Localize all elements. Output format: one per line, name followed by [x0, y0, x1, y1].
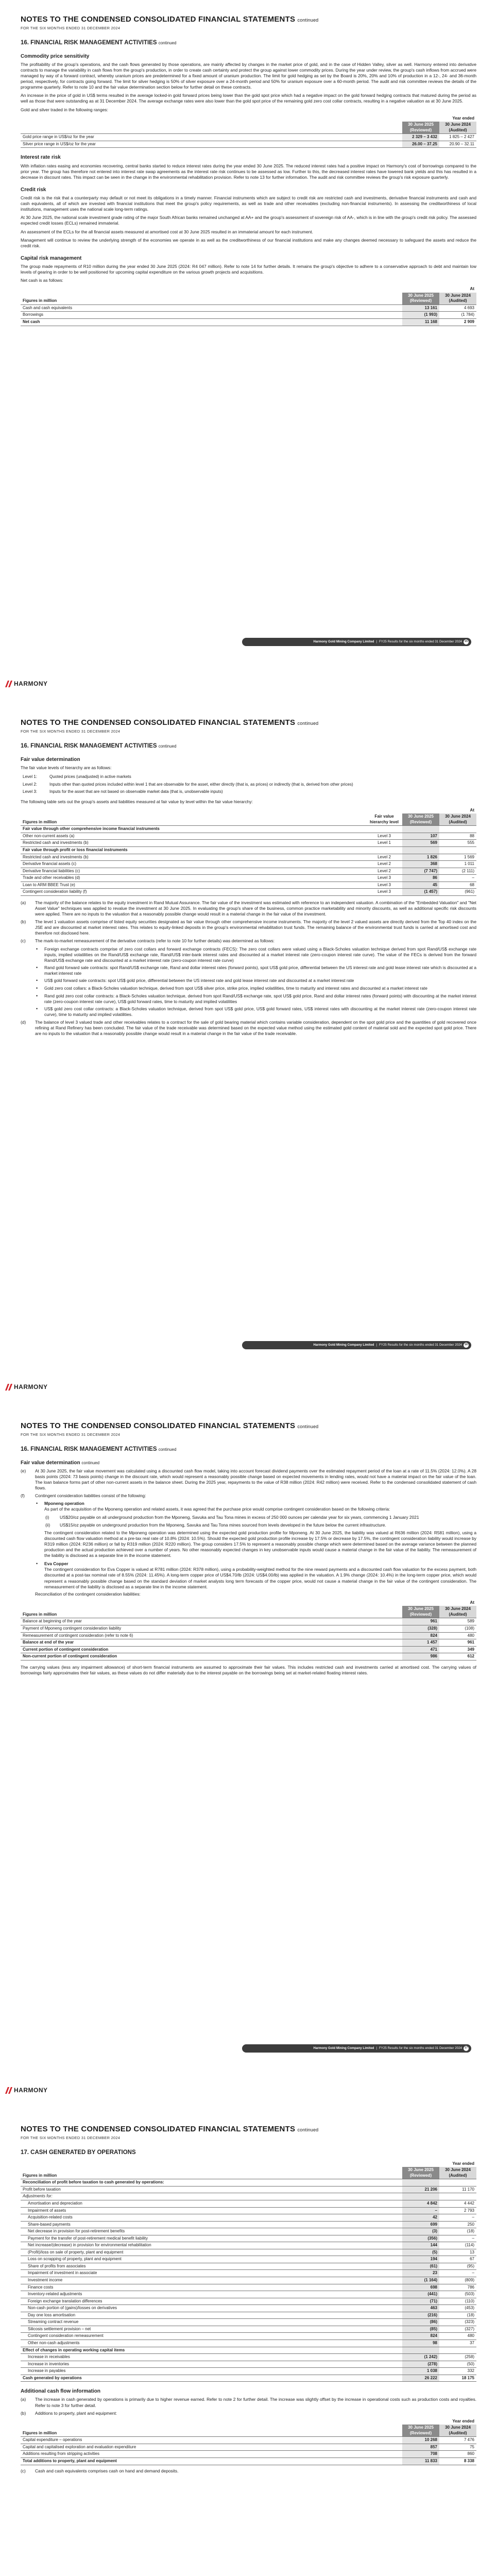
footnote-a: (a) The majority of the balance relates to the equity investment in Rand Mutual Assurance. The fair value of the investment was estimated with reference to an independent valuation. A combination of the "Embedded Valuation" and "Net Asset Value" techniques was applied to revalue the investment at 30 June 2025. In evaluating the group's share of the business, common practice marketability and minority discounts, as well as additional specific risk discounts were applied. There are no inputs to the valuation that a reasonably possible change would result in a material change in the fair value of the investment. — [21, 900, 476, 917]
subsection-fair-value: Fair value determination — [21, 756, 80, 762]
table-row: Day one loss amortisation (216) (18) — [21, 2312, 476, 2319]
cash-generated-rows — [21, 2186, 476, 2375]
harmony-logo-icon — [5, 1384, 12, 1391]
page-number: 16 — [464, 1343, 469, 1348]
list-item: • Rand gold forward sale contracts: spot Rand/US$ exchange rate, Rand and dollar interest rates (forward points), spot US$ gold price, differential between the US interest rate and gold lease interest rate which is discounted at a market interest rate — [36, 964, 476, 976]
list-item: • US$ gold zero cost collar contracts: a Black-Scholes valuation technique, derived from spot US$ gold price, US$ gold forward rates, US$ interest rates with discounting at the market interest rate (zero-coupon interest rate curve), time to maturity and implied volatilities. — [36, 1006, 476, 1018]
page-footer — [0, 2037, 497, 2110]
subsection-fair-value: Fair value determination continued — [21, 1460, 100, 1466]
page-number: 15 — [464, 639, 469, 645]
list-item: • Gold zero cost collars: a Black-Scholes valuation technique, derived from spot US$ silver price, strike price, implied volatilities, time to maturity and interest rates and discounted at a market interest rate — [36, 985, 427, 991]
table-row: Inventory-related adjustments (441) (503) — [21, 2291, 476, 2298]
footer-bar: Harmony Gold Mining Company Limited | FY25 Results for the six months ended 31 December 2024 15 — [242, 638, 471, 646]
paragraph: Management will continue to review the underlying strength of the economies we operate in as well as the creditworthiness of our financial institutions and make any changes deemed necessary to safeguard the assets and reduce the credit risk. — [21, 237, 476, 248]
footnote-a: (a) The increase in cash generated by operations is primarily due to higher revenue earned. Refer to note 2 for further detail. The increase was slightly offset by the increase in operational costs such as production costs and royalties. Refer to note 3 for further detail. — [21, 2397, 476, 2408]
table-row: Gold price range in US$/oz for the year 2 329 – 3 432 1 825 – 2 427 — [21, 134, 476, 141]
table-row: Payment for the transfer of post-retirement medical benefit liability (356) – — [21, 2235, 476, 2242]
table-row: Balance at beginning of the year 961 589 — [21, 1618, 476, 1625]
page-3 — [0, 1406, 497, 2110]
footer-bar: Harmony Gold Mining Company Limited | FY25 Results for the six months ended 31 December 2024 17 — [242, 2044, 471, 2053]
list-item: • Mponeng operation As part of the acquisition of the Mponeng operation and related assets, it was agreed that the purchase price would comprise contingent consideration based on the following criteria: — [36, 1501, 390, 1512]
table-row: Foreign exchange translation differences (71) (110) — [21, 2298, 476, 2305]
page-subtitle: FOR THE SIX MONTHS ENDED 31 DECEMBER 2024 — [21, 25, 121, 30]
harmony-logo-icon — [5, 681, 12, 687]
section-title: 16. FINANCIAL RISK MANAGEMENT ACTIVITIES continued — [21, 742, 177, 749]
list-item: • Rand gold zero cost collar contracts: a Black-Scholes valuation technique, derived from spot Rand/US$ exchange rate, spot US$ gold price, Rand and dollar interest rates (forward points) with discounting at the market interest rate (zero-coupon interest rate curve), US$ gold forward rates, time to maturity and implied volatilities — [36, 993, 476, 1004]
table-row: Adjustments for: — [21, 2193, 476, 2200]
table-row: Net decrease in provision for post-retirement benefits (3) (18) — [21, 2228, 476, 2235]
footnote-b: (b) Additions to property, plant and equipment: — [21, 2410, 117, 2416]
harmony-logo: HARMONY — [5, 680, 48, 688]
paragraph: Credit risk is the risk that a counterparty may default or not meet its obligations in a timely manner. Financial instruments which are subject to credit risk are restricted cash and investments, derivative financial instruments and cash and cash equivalents, all of which are invested with financial institutions that meet the group's policy requirements, as well as trade and other receivables (excluding non-financial instruments). In assessing the creditworthiness of local institutions, management uses the national scale long-term ratings. — [21, 195, 476, 212]
table-row: Remeasurement of contingent consideration (refer to note 6) 824 480 — [21, 1632, 476, 1639]
table-row: (Profit)/loss on sale of property, plant and equipment (5) 13 — [21, 2249, 476, 2256]
paragraph: An assessment of the ECLs for the all financial assets measured at amortised cost at 30 June 2025 resulted in an immaterial amount for each instrument. — [21, 229, 313, 234]
list-item: (i) US$20/oz payable on all underground production from the Mponeng, Savuka and Tau Tona mines in excess of 250 000 ounces per calendar year for six years, commencing 1 January 2021 — [45, 1514, 419, 1520]
subsection-credit: Credit risk — [21, 187, 46, 193]
table-row: Trade and other receivables (d) Level 3 86 – — [21, 875, 476, 882]
paragraph: The carrying values (less any impairment allowance) of short-term financial instruments are assumed to approximate their fair values. This includes restricted cash and investments carried at amortised cost. The carrying values of borrowings fairly approximates their fair values, as these values do not differ materially due to the interest payable on the borrowings being set at market-related floating interest rates. — [21, 1664, 476, 1675]
table-total-row: Cash generated by operations 26 222 18 175 — [21, 2375, 476, 2382]
paragraph: Net cash is as follows: — [21, 278, 63, 283]
paragraph: With inflation rates easing and economies recovering, central banks started to reduce interest rates during the year ended 30 June 2025. The reduced interest rates had a positive impact on Harmony's cost of borrowings compared to the prior year. The group has therefore not entered into interest rate swap agreements as the interest rate risk continues to be assessed as low. Further to this, the decreased interest rates have lowered bank yields and this has resulted in a decrease in discount rates. This impact can be seen in the change in the environmental rehabilitation provision. Refer to note 13 for further information. The audit and risk committee reviews the group's risk exposure quarterly. — [21, 163, 476, 180]
table-row: Impairment of investment in associate 23 – — [21, 2270, 476, 2277]
paragraph: Gold and silver traded in the following ranges: — [21, 107, 108, 112]
page-subtitle: FOR THE SIX MONTHS ENDED 31 DECEMBER 2024 — [21, 728, 121, 734]
list-item: Level 2: Inputs other than quoted prices included within level 1 that are observable for the asset, either directly (that is, as prices) or indirectly (that is, derived from other prices) — [23, 782, 353, 787]
harmony-logo-icon — [5, 2087, 12, 2094]
footnote-d: (d) The balance of level 3 valued trade and other receivables relates to a contract for the sale of gold bearing material which contains variable consideration, dependent on the spot gold price and the quantities of gold recovered once refining at Rand Refinery has been concluded. The fair value of the trade receivable was determined based on the expected value method using the estimated gold content of material sold and the expected spot gold price. There are no inputs to the valuation that a reasonably possible change would result in a material change in the fair value of the trade receivable. — [21, 1020, 476, 1037]
subsection-commodity: Commodity price sensitivity — [21, 53, 90, 59]
page-footer — [0, 631, 497, 703]
footnote-b: (b) The level 1 valuation assets comprise of listed equity securities designated as fair value through other comprehensive income instruments. The majority of the level 2 valued assets are directly derived from the Top 40 index on the JSE and are discounted at market interest rates. This relates to equity-linked deposits in the group's environmental rehabilitation trust funds. The remaining balance of the environmental trust funds is carried at amortised cost and therefore not disclosed here. — [21, 919, 476, 936]
paragraph: The fair value levels of hierarchy are as follows: — [21, 765, 112, 770]
table-row: Silicosis settlement provision – net (85) (327) — [21, 2326, 476, 2333]
harmony-logo: HARMONY — [5, 1383, 48, 1392]
table-row: Share of profits from associates (61) (95) — [21, 2263, 476, 2270]
table-row: Additions resulting from stripping activities 708 860 — [21, 2451, 476, 2458]
table-row: Increase in inventories (278) (50) — [21, 2361, 476, 2368]
harmony-logo: HARMONY — [5, 2087, 48, 2095]
table-row: Effect of changes in operating working capital items — [21, 2347, 476, 2354]
table-row: Derivative financial assets (c) Level 2 368 1 011 — [21, 861, 476, 868]
subsection-capital: Capital risk management — [21, 255, 82, 261]
table-total-row: Balance at end of the year 1 457 961 — [21, 1639, 476, 1647]
table-total-row: Total additions to property, plant and equipment 11 833 8 338 — [21, 2458, 476, 2465]
table-row: Capital and capitalised exploration and evaluation expenditure 857 75 — [21, 2444, 476, 2451]
gold-price-table: Year ended 30 June 2025 (Reviewed) 30 June 2024 (Audited) Gold price range in US$/oz for the year 2 329 – 3 432 1 825 – 2 427 Silver price range in US$/oz for the year 26.00 – 37.25 20.90 – 32.11 — [21, 115, 476, 148]
page-number: 17 — [464, 2046, 469, 2051]
list-item: Level 3: Inputs for the asset that are not based on observable market data (that is, unobservable inputs) — [23, 789, 223, 794]
table-row: Increase in payables 1 038 332 — [21, 2368, 476, 2375]
table-row: Non-current portion of contingent consideration 986 612 — [21, 1653, 476, 1660]
page-title: NOTES TO THE CONDENSED CONSOLIDATED FINANCIAL STATEMENTS continued — [21, 2125, 319, 2133]
page-2 — [0, 703, 497, 1406]
footnote-c: (c) Cash and cash equivalents comprises cash on hand and demand deposits. — [21, 2468, 179, 2473]
table-row: Increase in receivables (1 242) (258) — [21, 2354, 476, 2361]
cash-generated-table: Year ended Figures in million 30 June 2025 (Reviewed) 30 June 2024 (Audited) Reconciliation of profit before taxation to cash generated by operations: Profit before taxation 21 206 11 170 Adjustments for: Amortisation and depreciation 4 842 4 442 Impairment of assets – 2 793 Acquisition-related costs 42 – Share-based payments 699 250 Net decrease in provision for post-retirement benefits (3) (18) Payment for the transfer of post-retirement medical benefit liability (356) – Net increase/(decrease) in provision for environmental rehabilitation 144 (114) (Profit)/loss on sale of property, plant and equipment (5) 13 Loss on scrapping of property, plant and equipment 194 67 Share of profits from associates (61) (95) Impairment of investment in associate 23 – Investment income (1 164) (809) Finance costs 698 786 Inventory-related adjustments (441) (503) Foreign exchange translation differences (71) (110) Non-cash portion of (gains)/losses on derivatives 463 (453) Day one loss amortisation (216) (18) Streaming contract revenue (86) (323) Silicosis settlement provision – net (85) (327) Contingent consideration remeasurement 824 480 Other non-cash adjustments 98 37 Effect of changes in operating working capital items Increase in receivables (1 242) (258) Increase in inventories (278) (50) Increase in payables 1 038 332 Cash generated by operations 26 222 18 175 — [21, 2161, 476, 2382]
table-row: Non-cash portion of (gains)/losses on derivatives 463 (453) — [21, 2305, 476, 2312]
section-title: 17. CASH GENERATED BY OPERATIONS — [21, 2149, 136, 2156]
list-item: • Eva Copper The contingent consideration for Eva Copper is valued at R781 million (2024: R378 million), using a probability-weighted method for the nine reward payments and a discounted cash flow valuation for the excess payment, both discounted at a post-tax nominal rate of 8.55% (2024: 11.45%). A long-term copper price of US$4.70/lb (2024: US$4.00/lb) was applied in the valuation. A 1.9% change (2024: 10.4%) in the long-term copper price, which would represent a reasonably possible change based on the standard deviation of market analysts long term forecasts of the copper price, would not cause a material change in the fair value of the contingent consideration. The remeasurement of the liability is disclosed as a separate line in the income statement. — [36, 1561, 476, 1589]
list-item: Level 1: Quoted prices (unadjusted) in active markets — [23, 774, 131, 779]
list-item: • Foreign exchange contracts comprise of zero cost collars and forward exchange contracts (FECS): The zero cost collars were valued using a Black-Scholes valuation technique derived from spot Rand/US$ exchange rate inputs, implied volatilities on the Rand/US$ exchange rate, Rand/US$ inter-bank interest rates and discounted at a market interest rate (zero-coupon interest rate curve). The value of the FECs is derived from the forward Rand/US$ exchange rate and discounted at a market interest rate (zero-coupon interest rate curve) — [36, 946, 476, 963]
page-4 — [0, 2110, 497, 2576]
list-item: • US$ gold forward sale contracts: spot US$ gold price, differential between the US interest rate and gold lease interest rate and discounted at a market interest rate — [36, 977, 354, 983]
table-row: Loan to ARM BBEE Trust (e) Level 3 45 68 — [21, 882, 476, 889]
ppe-additions-table: Year ended Figures in million 30 June 2025 (Reviewed) 30 June 2024 (Audited) Capital expenditure – operations 10 268 7 476 Capital and capitalised exploration and evaluation expenditure 857 75 Additions resulting from stripping activities 708 860 Total additions to property, plant and equipment 11 833 8 338 — [21, 2418, 476, 2465]
table-row: Cash and cash equivalents 13 161 4 693 — [21, 304, 476, 312]
table-row: Silver price range in US$/oz for the year 26.00 – 37.25 20.90 – 32.11 — [21, 141, 476, 148]
table-row: Acquisition-related costs 42 – — [21, 2214, 476, 2222]
table-row: Share-based payments 699 250 — [21, 2221, 476, 2228]
table-row: Finance costs 698 786 — [21, 2284, 476, 2291]
table-row: Current portion of contingent consideration 471 349 — [21, 1646, 476, 1653]
page-title: NOTES TO THE CONDENSED CONSOLIDATED FINANCIAL STATEMENTS continued — [21, 15, 319, 24]
table-row: Streaming contract revenue (86) (323) — [21, 2319, 476, 2326]
fair-value-levels — [21, 773, 476, 796]
footnote-c: (c) The mark-to-market remeasurement of the derivative contracts (refer to note 10 for further details) was determined as follows: — [21, 938, 275, 944]
table-total-row: Net cash 11 168 2 909 — [21, 319, 476, 326]
subsection-interest: Interest rate risk — [21, 155, 61, 161]
section-title: 16. FINANCIAL RISK MANAGEMENT ACTIVITIES continued — [21, 39, 177, 46]
page-subtitle: FOR THE SIX MONTHS ENDED 31 DECEMBER 2024 — [21, 2135, 121, 2140]
list-item: (ii) US$15/oz payable on underground production from the Mponeng, Savuka and Tau Tona mines sourced from levels developed in the future below the current infrastructure. — [45, 1522, 386, 1528]
paragraph: An increase in the price of gold in US$ terms resulted in the average locked-in gold forward prices being lower than the gold spot price which had a negative impact on the gold forward hedging contracts that matured during the period as well as those that were outstanding as at 31 December 2024. The average exchange rates were also lower than the gold spot price of the remaining gold zero cost collar contracts, resulting in a negative valuation as at 30 June 2025. — [21, 93, 476, 104]
table-row: Other non-cash adjustments 98 37 — [21, 2340, 476, 2347]
contingent-consideration-table: At Figures in million 30 June 2025 (Reviewed) 30 June 2024 (Audited) Balance at beginning of the year 961 589 Payment of Mponeng contingent consideration liability (328) (108) Remeasurement of contingent consideration (refer to note 6) 824 480 Balance at end of the year 1 457 961 Current portion of contingent consideration 471 349 Non-current portion of contingent consideration 986 612 — [21, 1600, 476, 1660]
section-title: 16. FINANCIAL RISK MANAGEMENT ACTIVITIES continued — [21, 1446, 177, 1452]
table-row: Net increase/(decrease) in provision for environmental rehabilitation 144 (114) — [21, 2242, 476, 2249]
page-title: NOTES TO THE CONDENSED CONSOLIDATED FINANCIAL STATEMENTS continued — [21, 718, 319, 727]
table-row: Investment income (1 164) (809) — [21, 2277, 476, 2284]
fair-value-table: At Figures in million Fair value hierarchy level 30 June 2025 (Reviewed) 30 June 2024 (Audited) Fair value through other comprehensive income financial instruments Other non-current assets (a) Level 3 107 88 Restricted cash and investments (b) Level 1 569 555 Fair value through profit or loss financial instruments Restricted cash and investments (b) Level 2 1 826 1 569 Derivative financial assets (c) Level 2 368 1 011 Derivative financial liabilities (c) Level 2 (7 747) (2 111) Trade and other receivables (d) Level 3 86 – Loan to ARM BBEE Trust (e) Level 3 45 68 Contingent consideration liability (f) Level 3 (1 457) (961) — [21, 807, 476, 896]
paragraph: Reconciliation of the contingent consideration liabilities: — [35, 1591, 141, 1597]
table-row: Impairment of assets – 2 793 — [21, 2207, 476, 2214]
paragraph: The profitability of the group's operations, and the cash flows generated by those operations, are mainly affected by changes in the market price of gold, and in the case of Hidden Valley, silver as well. Harmony entered into derivative contracts to manage the variability in cash flows from the group's production, in order to create cash certainty and protect the group against lower commodity prices. During the year under review, the group's cash inflows from accrued were managed by way of a forward contract, whereby uranium prices are predetermined for a fixed amount of uranium production. The limit for gold hedging as set by the Board is 20%, 20% and 10% of production in a 12-, 24- and 36-month period, respectively, for contracts going forward. The limit for silver hedging is 50% of silver exposure over a 24-month period and 50% for uranium exposure over a 60-month period. The audit and risk committee reviews the details of the programme quarterly. Refer to note 10 and the fair value determination section below for further detail on these contracts. — [21, 61, 476, 90]
footnote-f: (f) Contingent consideration liabilities consist of the following: — [21, 1493, 146, 1499]
paragraph: The following table sets out the group's assets and liabilities measured at fair value by level within the fair value hierarchy: — [21, 799, 253, 804]
page-1 — [0, 0, 497, 703]
table-row: Other non-current assets (a) Level 3 107 88 — [21, 833, 476, 840]
table-row: Contingent consideration liability (f) Level 3 (1 457) (961) — [21, 889, 476, 896]
subsection-additional: Additional cash flow information — [21, 2388, 100, 2395]
footnote-e: (e) At 30 June 2025, the fair value movement was calculated using a discounted cash flow model, taking into account forecast dividend payments over the estimated repayment period of the loan at a rate of 11.5% (2024: 12.0%). A 28 basis points (2024: 73 basis points) change in the discount rate, which would represent a reasonably possible change based on expected movements in lending rates, would not have a material impact on the fair value of the loan. The loan balance forms part of other non-current assets in the balance sheet. During the 2025 year, repayments to the value of R38 million (2024: R42 million) were received. Refer to the condensed consolidated statement of cash flows. — [21, 1468, 476, 1491]
table-row: Contingent consideration remeasurement 824 480 — [21, 2333, 476, 2340]
page-footer — [0, 1334, 497, 1406]
paragraph: At 30 June 2025, the national scale investment grade rating of the major South African banks remained unchanged at AA+ and the group's assessment of sovereign risk of AA-, which is in line with the group's credit risk policy. The assessed expected credit losses (ECLs) remained immaterial. — [21, 215, 476, 226]
footer-bar: Harmony Gold Mining Company Limited | FY25 Results for the six months ended 31 December 2024 16 — [242, 1341, 471, 1349]
paragraph: The group made repayments of R10 million during the year ended 30 June 2025 (2024: R4 047 million). Refer to note 14 for further details. It remains the group's objective to adhere to a conservative approach to debt and maintain low levels of gearing in order to be well positioned for upcoming capital expenditure on the various growth projects and acquisitions. — [21, 264, 476, 275]
table-row: Profit before taxation 21 206 11 170 — [21, 2186, 476, 2193]
table-row: Borrowings (1 993) (1 784) — [21, 312, 476, 319]
table-row: Capital expenditure – operations 10 268 7 476 — [21, 2437, 476, 2444]
table-row: Loss on scrapping of property, plant and equipment 194 67 — [21, 2256, 476, 2263]
table-row: Restricted cash and investments (b) Level 2 1 826 1 569 — [21, 854, 476, 861]
page-subtitle: FOR THE SIX MONTHS ENDED 31 DECEMBER 2024 — [21, 1432, 121, 1437]
table-row: Amortisation and depreciation 4 842 4 442 — [21, 2200, 476, 2208]
table-row: Derivative financial liabilities (c) Level 2 (7 747) (2 111) — [21, 868, 476, 875]
net-cash-table: At Figures in million 30 June 2025 (Reviewed) 30 June 2024 (Audited) Cash and cash equivalents 13 161 4 693 Borrowings (1 993) (1 784) Net cash 11 168 2 909 — [21, 286, 476, 326]
table-row: Payment of Mponeng contingent consideration liability (328) (108) — [21, 1625, 476, 1632]
paragraph: The contingent consideration related to the Mponeng operation was determined using the expected gold production profile for Mponeng. At 30 June 2025, the liability was valued at R636 million (2024: R581 million), using a discounted cash flow valuation method at a pre-tax real rate of 10.8% (2024: 10.5%). Should the expected gold production profile increase by 17.5% or decrease by 17.5%, the contingent consideration liability would increase by R319 million (2024: R236 million) or fall by R319 million (2024: R220 million). The group considers 17.5% to represent a reasonably possible change which were determined based on the average variance between the planned production and the actual production achieved over a number of years. No other reasonably expected changes in key unobservable inputs would cause a material change in the fair value of the liability. The remeasurement of the liability is disclosed as a separate line in the income statement. — [44, 1530, 476, 1558]
table-row: Restricted cash and investments (b) Level 1 569 555 — [21, 840, 476, 847]
page-title: NOTES TO THE CONDENSED CONSOLIDATED FINANCIAL STATEMENTS continued — [21, 1421, 319, 1430]
